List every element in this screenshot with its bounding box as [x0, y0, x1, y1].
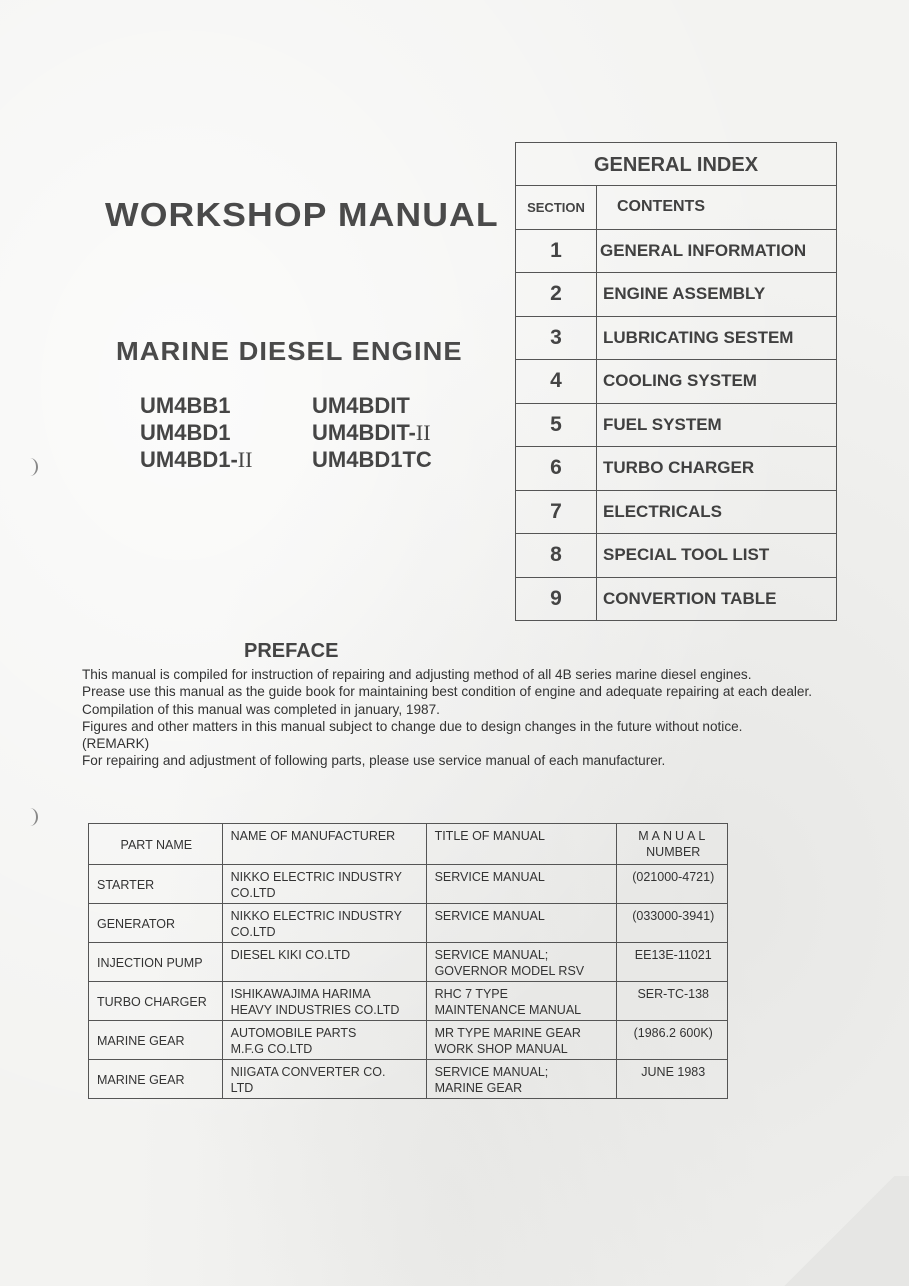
section-number: 7 [516, 491, 597, 534]
table-header-row [89, 824, 728, 865]
manufacturer [222, 904, 426, 943]
part-name: TURBO CHARGER [89, 982, 223, 1021]
manual-number: EE13E-11021 [617, 943, 728, 982]
section-number: 4 [516, 360, 597, 403]
document-title: WORKSHOP MANUAL [105, 196, 499, 233]
general-index-title: GENERAL INDEX [516, 143, 836, 186]
section-title: GENERAL INFORMATION [600, 240, 807, 260]
preface-paragraph: Compilation of this manual was completed in january, 1987. [82, 701, 440, 717]
title-line: MARINE GEAR [434, 1081, 523, 1095]
part-name: GENERATOR [89, 904, 223, 943]
section-title: SPECIAL TOOL LIST [603, 545, 770, 565]
manual-title [426, 1021, 617, 1060]
part-name: INJECTION PUMP [89, 943, 223, 982]
index-row [516, 404, 836, 448]
section-title: LUBRICATING SESTEM [603, 327, 794, 347]
manual-title [426, 865, 617, 904]
section-title: ENGINE ASSEMBLY [603, 284, 766, 304]
section-number: 9 [516, 578, 597, 621]
manufacturer-line: CO.LTD [230, 925, 276, 939]
table-row [89, 865, 728, 904]
section-number: 6 [516, 447, 597, 490]
index-row [516, 578, 836, 621]
header-manual: MANUAL [638, 829, 709, 843]
title-line: SERVICE MANUAL [434, 870, 545, 884]
title-line: SERVICE MANUAL; [434, 1065, 549, 1079]
section-number: 3 [516, 317, 597, 360]
section-title: TURBO CHARGER [603, 458, 755, 478]
title-line: SERVICE MANUAL; [434, 948, 549, 962]
punch-hole-mark [22, 458, 38, 476]
model-name [140, 419, 312, 446]
section-title: COOLING SYSTEM [603, 371, 757, 391]
section-number: 5 [516, 404, 597, 447]
model-name [312, 392, 512, 419]
manufacturer-line: NIKKO ELECTRIC INDUSTRY [230, 909, 402, 923]
model-base: UM4BD1- [140, 447, 238, 472]
model-base: UM4BB1 [140, 393, 231, 418]
index-row [516, 230, 836, 274]
model-base: UM4BD1TC [312, 447, 432, 472]
model-suffix: II [237, 447, 253, 472]
manufacturer-line: CO.LTD [230, 886, 276, 900]
manufacturer-line: NIIGATA CONVERTER CO. [230, 1065, 386, 1079]
parts-manual-table [88, 823, 728, 1099]
manual-title [426, 982, 617, 1021]
index-row [516, 447, 836, 491]
part-name: MARINE GEAR [89, 1060, 223, 1099]
manufacturer-line: NIKKO ELECTRIC INDUSTRY [230, 870, 402, 884]
preface-paragraph: Figures and other matters in this manual subject to change due to design changes in the future without notice. [82, 718, 743, 734]
model-name [140, 446, 312, 473]
manufacturer-line: ISHIKAWAJIMA HARIMA [230, 987, 371, 1001]
title-line: SERVICE MANUAL [434, 909, 545, 923]
title-line: GOVERNOR MODEL RSV [434, 964, 585, 978]
model-list [140, 392, 512, 473]
model-base: UM4BDIT [312, 393, 410, 418]
manufacturer-line: HEAVY INDUSTRIES CO.LTD [230, 1003, 400, 1017]
general-index-table [515, 142, 837, 621]
preface-body [82, 666, 832, 770]
index-row [516, 491, 836, 535]
header-number: NUMBER [646, 845, 701, 859]
document-subtitle: MARINE DIESEL ENGINE [116, 336, 463, 366]
manufacturer [222, 1021, 426, 1060]
model-name [140, 392, 312, 419]
index-row [516, 534, 836, 578]
manufacturer [222, 982, 426, 1021]
preface-heading: PREFACE [244, 640, 339, 662]
preface-paragraph: Prease use this manual as the guide book for maintaining best condition of engine and adequate repairing at each dealer. [82, 684, 813, 700]
index-row [516, 360, 836, 404]
section-number: 2 [516, 273, 597, 316]
table-row [89, 943, 728, 982]
title-line: RHC 7 TYPE [434, 987, 508, 1001]
table-row [89, 1021, 728, 1060]
manual-title [426, 904, 617, 943]
table-row [89, 982, 728, 1021]
model-base: UM4BDIT- [312, 420, 416, 445]
contents-column-header: CONTENTS [617, 198, 705, 216]
table-row [89, 904, 728, 943]
model-base: UM4BD1 [140, 420, 231, 445]
section-number: 1 [516, 230, 597, 273]
manual-title [426, 1060, 617, 1099]
model-suffix: II [415, 420, 431, 445]
title-line: MR TYPE MARINE GEAR [434, 1026, 581, 1040]
manual-number: JUNE 1983 [617, 1060, 728, 1099]
manufacturer [222, 1060, 426, 1099]
header-manual-number [617, 824, 728, 865]
manual-number: (033000-3941) [617, 904, 728, 943]
manufacturer [222, 943, 426, 982]
index-row [516, 317, 836, 361]
section-title: FUEL SYSTEM [603, 414, 722, 434]
model-name [312, 446, 512, 473]
manufacturer-line: LTD [230, 1081, 254, 1095]
preface-paragraph: This manual is compiled for instruction of repairing and adjusting method of all 4B series marine diesel engines. [82, 667, 752, 682]
manufacturer-line: DIESEL KIKI CO.LTD [230, 948, 351, 962]
general-index-header-row [516, 186, 836, 230]
section-column-header: SECTION [516, 186, 597, 229]
header-manufacturer: NAME OF MANUFACTURER [222, 824, 426, 865]
section-title: ELECTRICALS [603, 501, 722, 521]
model-name [312, 419, 512, 446]
part-name: STARTER [89, 865, 223, 904]
punch-hole-mark [22, 808, 38, 826]
index-row [516, 273, 836, 317]
part-name: MARINE GEAR [89, 1021, 223, 1060]
manufacturer-line: M.F.G CO.LTD [230, 1042, 313, 1056]
manufacturer [222, 865, 426, 904]
header-part-name: PART NAME [89, 824, 223, 865]
header-title: TITLE OF MANUAL [426, 824, 617, 865]
preface-paragraph: For repairing and adjustment of following parts, please use service manual of each manufacturer. [82, 753, 666, 769]
table-row [89, 1060, 728, 1099]
manual-number: (021000-4721) [617, 865, 728, 904]
manual-number: SER-TC-138 [617, 982, 728, 1021]
remark-label: (REMARK) [82, 736, 150, 752]
section-number: 8 [516, 534, 597, 577]
title-line: WORK SHOP MANUAL [434, 1042, 568, 1056]
folded-corner [769, 1176, 909, 1286]
manual-title [426, 943, 617, 982]
manual-number: (1986.2 600K) [617, 1021, 728, 1060]
title-line: MAINTENANCE MANUAL [434, 1003, 582, 1017]
manufacturer-line: AUTOMOBILE PARTS [230, 1026, 357, 1040]
section-title: CONVERTION TABLE [603, 588, 777, 608]
